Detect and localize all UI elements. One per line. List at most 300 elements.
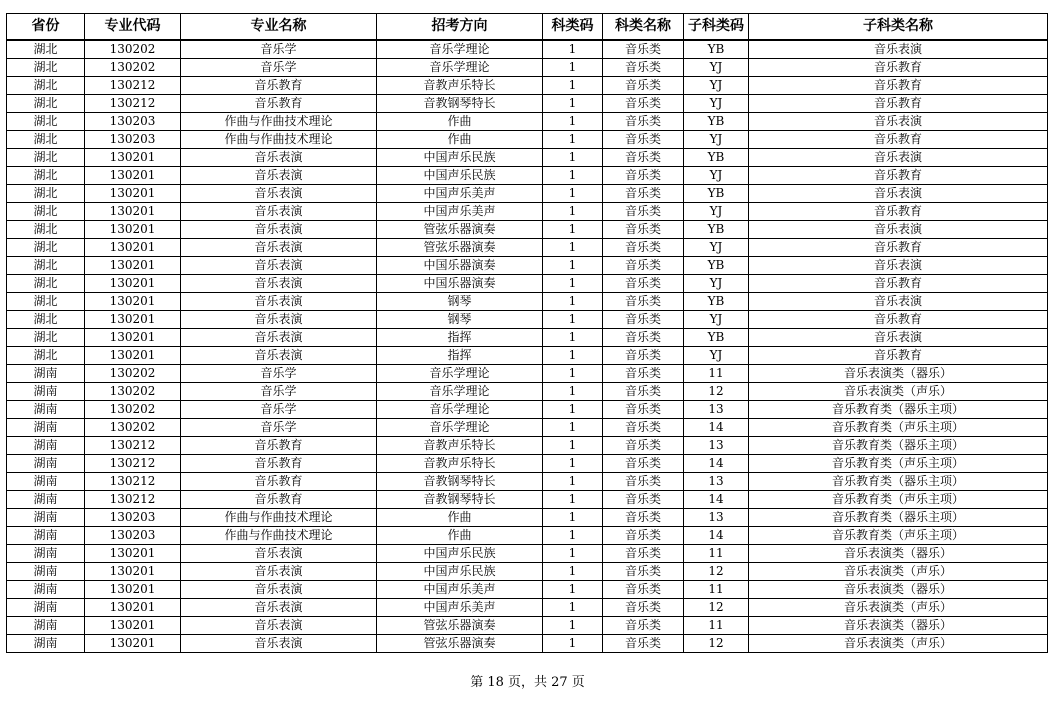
major-code-cell: 130212 (85, 491, 181, 509)
header-subcategory-code: 子科类码 (684, 14, 749, 41)
exam-direction-cell: 中国声乐民族 (377, 149, 543, 167)
category-name-cell: 音乐类 (603, 599, 684, 617)
subcategory-code-cell: YJ (684, 347, 749, 365)
subcategory-name-cell: 音乐表演 (749, 113, 1048, 131)
major-code-cell: 130212 (85, 95, 181, 113)
category-name-cell: 音乐类 (603, 131, 684, 149)
category-code-cell: 1 (543, 347, 603, 365)
major-name-cell: 音乐表演 (181, 167, 377, 185)
subcategory-code-cell: 11 (684, 581, 749, 599)
subcategory-code-cell: 14 (684, 527, 749, 545)
category-code-cell: 1 (543, 545, 603, 563)
category-code-cell: 1 (543, 311, 603, 329)
table-row (7, 167, 1048, 185)
subcategory-name-cell: 音乐教育 (749, 59, 1048, 77)
category-name-cell: 音乐类 (603, 473, 684, 491)
category-name-cell: 音乐类 (603, 113, 684, 131)
category-name-cell: 音乐类 (603, 383, 684, 401)
major-name-cell: 音乐表演 (181, 275, 377, 293)
province-cell: 湖北 (7, 113, 85, 131)
subcategory-code-cell: YB (684, 185, 749, 203)
subcategory-name-cell: 音乐表演类（声乐） (749, 383, 1048, 401)
province-cell: 湖北 (7, 275, 85, 293)
header-province: 省份 (7, 14, 85, 41)
province-cell: 湖南 (7, 419, 85, 437)
province-cell: 湖南 (7, 401, 85, 419)
exam-direction-cell: 指挥 (377, 347, 543, 365)
major-name-cell: 音乐表演 (181, 581, 377, 599)
major-name-cell: 音乐表演 (181, 257, 377, 275)
subcategory-name-cell: 音乐表演类（器乐） (749, 545, 1048, 563)
table-row (7, 419, 1048, 437)
table-row (7, 617, 1048, 635)
major-code-cell: 130212 (85, 437, 181, 455)
major-code-cell: 130201 (85, 635, 181, 653)
exam-direction-cell: 中国声乐民族 (377, 563, 543, 581)
category-code-cell: 1 (543, 77, 603, 95)
major-code-cell: 130201 (85, 581, 181, 599)
subcategory-name-cell: 音乐教育类（器乐主项） (749, 437, 1048, 455)
table-row (7, 257, 1048, 275)
major-code-cell: 130201 (85, 275, 181, 293)
table-row (7, 437, 1048, 455)
header-subcategory-name: 子科类名称 (749, 14, 1048, 41)
major-code-cell: 130201 (85, 185, 181, 203)
major-code-cell: 130202 (85, 383, 181, 401)
header-major-name: 专业名称 (181, 14, 377, 41)
subcategory-code-cell: YB (684, 40, 749, 59)
major-code-cell: 130201 (85, 167, 181, 185)
province-cell: 湖北 (7, 239, 85, 257)
table-row (7, 77, 1048, 95)
major-name-cell: 音乐表演 (181, 203, 377, 221)
subcategory-code-cell: YB (684, 329, 749, 347)
table-row (7, 311, 1048, 329)
major-name-cell: 音乐教育 (181, 473, 377, 491)
major-code-cell: 130201 (85, 563, 181, 581)
exam-direction-cell: 音教声乐特长 (377, 77, 543, 95)
province-cell: 湖南 (7, 617, 85, 635)
subcategory-name-cell: 音乐教育 (749, 95, 1048, 113)
table-row (7, 563, 1048, 581)
province-cell: 湖南 (7, 563, 85, 581)
province-cell: 湖北 (7, 95, 85, 113)
category-name-cell: 音乐类 (603, 203, 684, 221)
subcategory-code-cell: YJ (684, 167, 749, 185)
major-name-cell: 作曲与作曲技术理论 (181, 113, 377, 131)
major-code-cell: 130201 (85, 149, 181, 167)
exam-direction-cell: 钢琴 (377, 311, 543, 329)
subcategory-name-cell: 音乐教育类（器乐主项） (749, 401, 1048, 419)
category-name-cell: 音乐类 (603, 491, 684, 509)
major-code-cell: 130202 (85, 40, 181, 59)
province-cell: 湖南 (7, 545, 85, 563)
subcategory-code-cell: 12 (684, 635, 749, 653)
province-cell: 湖南 (7, 527, 85, 545)
subcategory-code-cell: YB (684, 149, 749, 167)
table-body (7, 40, 1048, 653)
subcategory-name-cell: 音乐表演 (749, 293, 1048, 311)
major-code-cell: 130201 (85, 311, 181, 329)
category-name-cell: 音乐类 (603, 59, 684, 77)
table-row (7, 293, 1048, 311)
category-code-cell: 1 (543, 599, 603, 617)
subcategory-code-cell: YJ (684, 239, 749, 257)
category-code-cell: 1 (543, 203, 603, 221)
major-code-cell: 130202 (85, 59, 181, 77)
category-name-cell: 音乐类 (603, 545, 684, 563)
subcategory-code-cell: YB (684, 113, 749, 131)
table-row (7, 59, 1048, 77)
subcategory-name-cell: 音乐教育 (749, 167, 1048, 185)
subcategory-name-cell: 音乐教育 (749, 239, 1048, 257)
major-code-cell: 130201 (85, 347, 181, 365)
subcategory-code-cell: 14 (684, 491, 749, 509)
subcategory-name-cell: 音乐教育 (749, 203, 1048, 221)
subcategory-name-cell: 音乐表演 (749, 329, 1048, 347)
category-code-cell: 1 (543, 455, 603, 473)
major-code-cell: 130201 (85, 293, 181, 311)
category-name-cell: 音乐类 (603, 347, 684, 365)
category-code-cell: 1 (543, 365, 603, 383)
subcategory-name-cell: 音乐表演 (749, 149, 1048, 167)
subcategory-code-cell: 14 (684, 455, 749, 473)
exam-direction-cell: 中国声乐民族 (377, 545, 543, 563)
exam-direction-cell: 音乐学理论 (377, 40, 543, 59)
province-cell: 湖南 (7, 581, 85, 599)
category-name-cell: 音乐类 (603, 437, 684, 455)
major-name-cell: 音乐表演 (181, 635, 377, 653)
subcategory-code-cell: 13 (684, 401, 749, 419)
subcategory-name-cell: 音乐教育类（器乐主项） (749, 473, 1048, 491)
table-row (7, 131, 1048, 149)
exam-direction-cell: 作曲 (377, 509, 543, 527)
major-code-cell: 130201 (85, 203, 181, 221)
major-name-cell: 音乐表演 (181, 347, 377, 365)
major-name-cell: 作曲与作曲技术理论 (181, 131, 377, 149)
subcategory-code-cell: 11 (684, 545, 749, 563)
exam-direction-cell: 管弦乐器演奏 (377, 221, 543, 239)
category-code-cell: 1 (543, 581, 603, 599)
major-code-cell: 130203 (85, 131, 181, 149)
major-name-cell: 音乐学 (181, 59, 377, 77)
category-code-cell: 1 (543, 617, 603, 635)
province-cell: 湖北 (7, 167, 85, 185)
major-code-cell: 130212 (85, 455, 181, 473)
exam-direction-cell: 中国乐器演奏 (377, 275, 543, 293)
category-name-cell: 音乐类 (603, 221, 684, 239)
subcategory-code-cell: YB (684, 257, 749, 275)
province-cell: 湖北 (7, 311, 85, 329)
category-code-cell: 1 (543, 329, 603, 347)
category-name-cell: 音乐类 (603, 275, 684, 293)
major-name-cell: 音乐表演 (181, 239, 377, 257)
province-cell: 湖北 (7, 77, 85, 95)
exam-direction-cell: 钢琴 (377, 293, 543, 311)
table-row (7, 635, 1048, 653)
exam-direction-cell: 管弦乐器演奏 (377, 617, 543, 635)
subcategory-code-cell: 13 (684, 437, 749, 455)
subcategory-name-cell: 音乐教育类（器乐主项） (749, 509, 1048, 527)
category-name-cell: 音乐类 (603, 95, 684, 113)
major-code-cell: 130212 (85, 77, 181, 95)
major-code-cell: 130202 (85, 365, 181, 383)
subcategory-code-cell: 14 (684, 419, 749, 437)
category-name-cell: 音乐类 (603, 563, 684, 581)
major-code-cell: 130201 (85, 599, 181, 617)
subcategory-name-cell: 音乐教育类（声乐主项） (749, 419, 1048, 437)
category-name-cell: 音乐类 (603, 311, 684, 329)
subcategory-name-cell: 音乐表演类（器乐） (749, 365, 1048, 383)
major-code-cell: 130203 (85, 527, 181, 545)
admissions-table (6, 13, 1048, 653)
page-number: 第 18 页，共 27 页 (470, 675, 585, 690)
category-code-cell: 1 (543, 383, 603, 401)
category-name-cell: 音乐类 (603, 293, 684, 311)
exam-direction-cell: 音教钢琴特长 (377, 473, 543, 491)
subcategory-code-cell: 12 (684, 383, 749, 401)
major-name-cell: 音乐学 (181, 383, 377, 401)
subcategory-name-cell: 音乐表演类（声乐） (749, 635, 1048, 653)
table-row (7, 185, 1048, 203)
exam-direction-cell: 中国声乐民族 (377, 167, 543, 185)
table-row (7, 203, 1048, 221)
subcategory-code-cell: 11 (684, 617, 749, 635)
header-major-code: 专业代码 (85, 14, 181, 41)
table-row (7, 455, 1048, 473)
subcategory-code-cell: YJ (684, 59, 749, 77)
exam-direction-cell: 中国声乐美声 (377, 599, 543, 617)
category-code-cell: 1 (543, 113, 603, 131)
province-cell: 湖北 (7, 293, 85, 311)
table-row (7, 527, 1048, 545)
province-cell: 湖南 (7, 365, 85, 383)
major-name-cell: 音乐表演 (181, 563, 377, 581)
exam-direction-cell: 音乐学理论 (377, 401, 543, 419)
subcategory-code-cell: 12 (684, 599, 749, 617)
category-name-cell: 音乐类 (603, 329, 684, 347)
major-name-cell: 音乐表演 (181, 149, 377, 167)
category-code-cell: 1 (543, 95, 603, 113)
major-name-cell: 音乐学 (181, 419, 377, 437)
data-sheet (6, 13, 1047, 653)
province-cell: 湖南 (7, 473, 85, 491)
category-code-cell: 1 (543, 509, 603, 527)
major-name-cell: 音乐表演 (181, 185, 377, 203)
subcategory-name-cell: 音乐表演 (749, 40, 1048, 59)
header-row (7, 14, 1048, 41)
category-name-cell: 音乐类 (603, 149, 684, 167)
major-code-cell: 130201 (85, 239, 181, 257)
province-cell: 湖北 (7, 40, 85, 59)
major-name-cell: 音乐学 (181, 40, 377, 59)
subcategory-code-cell: YJ (684, 95, 749, 113)
province-cell: 湖北 (7, 185, 85, 203)
category-name-cell: 音乐类 (603, 527, 684, 545)
category-code-cell: 1 (543, 635, 603, 653)
subcategory-code-cell: YB (684, 221, 749, 239)
table-row (7, 545, 1048, 563)
category-code-cell: 1 (543, 185, 603, 203)
category-name-cell: 音乐类 (603, 77, 684, 95)
subcategory-name-cell: 音乐教育 (749, 275, 1048, 293)
province-cell: 湖南 (7, 455, 85, 473)
subcategory-name-cell: 音乐教育 (749, 131, 1048, 149)
category-code-cell: 1 (543, 473, 603, 491)
major-code-cell: 130202 (85, 401, 181, 419)
table-row (7, 347, 1048, 365)
table-row (7, 401, 1048, 419)
table-row (7, 95, 1048, 113)
exam-direction-cell: 音教声乐特长 (377, 455, 543, 473)
exam-direction-cell: 作曲 (377, 113, 543, 131)
exam-direction-cell: 音教声乐特长 (377, 437, 543, 455)
major-code-cell: 130201 (85, 221, 181, 239)
subcategory-code-cell: 13 (684, 509, 749, 527)
table-row (7, 473, 1048, 491)
province-cell: 湖北 (7, 257, 85, 275)
province-cell: 湖北 (7, 149, 85, 167)
category-name-cell: 音乐类 (603, 239, 684, 257)
major-name-cell: 音乐教育 (181, 455, 377, 473)
major-name-cell: 作曲与作曲技术理论 (181, 509, 377, 527)
subcategory-name-cell: 音乐表演 (749, 185, 1048, 203)
major-name-cell: 音乐表演 (181, 617, 377, 635)
exam-direction-cell: 中国声乐美声 (377, 203, 543, 221)
major-name-cell: 音乐表演 (181, 545, 377, 563)
exam-direction-cell: 音教钢琴特长 (377, 95, 543, 113)
table-row (7, 40, 1048, 59)
exam-direction-cell: 音乐学理论 (377, 365, 543, 383)
subcategory-code-cell: YJ (684, 311, 749, 329)
exam-direction-cell: 音教钢琴特长 (377, 491, 543, 509)
category-code-cell: 1 (543, 437, 603, 455)
table-row (7, 581, 1048, 599)
category-code-cell: 1 (543, 527, 603, 545)
category-name-cell: 音乐类 (603, 635, 684, 653)
table-row (7, 365, 1048, 383)
subcategory-code-cell: YJ (684, 203, 749, 221)
table-row (7, 239, 1048, 257)
table-row (7, 275, 1048, 293)
major-code-cell: 130212 (85, 473, 181, 491)
category-code-cell: 1 (543, 221, 603, 239)
header-category-name: 科类名称 (603, 14, 684, 41)
table-row (7, 491, 1048, 509)
exam-direction-cell: 管弦乐器演奏 (377, 635, 543, 653)
major-code-cell: 130202 (85, 419, 181, 437)
subcategory-name-cell: 音乐教育类（声乐主项） (749, 527, 1048, 545)
header-exam-direction: 招考方向 (377, 14, 543, 41)
major-name-cell: 音乐教育 (181, 77, 377, 95)
province-cell: 湖南 (7, 635, 85, 653)
subcategory-name-cell: 音乐表演类（器乐） (749, 581, 1048, 599)
exam-direction-cell: 中国声乐美声 (377, 581, 543, 599)
major-name-cell: 音乐教育 (181, 491, 377, 509)
province-cell: 湖南 (7, 599, 85, 617)
category-code-cell: 1 (543, 419, 603, 437)
subcategory-code-cell: 12 (684, 563, 749, 581)
subcategory-name-cell: 音乐表演 (749, 257, 1048, 275)
subcategory-code-cell: YJ (684, 131, 749, 149)
major-code-cell: 130203 (85, 113, 181, 131)
table-row (7, 599, 1048, 617)
major-code-cell: 130203 (85, 509, 181, 527)
province-cell: 湖南 (7, 509, 85, 527)
subcategory-name-cell: 音乐表演 (749, 221, 1048, 239)
exam-direction-cell: 作曲 (377, 131, 543, 149)
category-name-cell: 音乐类 (603, 581, 684, 599)
category-name-cell: 音乐类 (603, 617, 684, 635)
exam-direction-cell: 音乐学理论 (377, 419, 543, 437)
major-name-cell: 音乐表演 (181, 311, 377, 329)
category-code-cell: 1 (543, 167, 603, 185)
major-code-cell: 130201 (85, 545, 181, 563)
major-name-cell: 音乐表演 (181, 329, 377, 347)
province-cell: 湖北 (7, 59, 85, 77)
major-name-cell: 音乐学 (181, 365, 377, 383)
category-name-cell: 音乐类 (603, 401, 684, 419)
exam-direction-cell: 音乐学理论 (377, 59, 543, 77)
table-row (7, 383, 1048, 401)
exam-direction-cell: 中国声乐美声 (377, 185, 543, 203)
province-cell: 湖南 (7, 437, 85, 455)
province-cell: 湖北 (7, 221, 85, 239)
exam-direction-cell: 中国乐器演奏 (377, 257, 543, 275)
category-code-cell: 1 (543, 275, 603, 293)
exam-direction-cell: 作曲 (377, 527, 543, 545)
table-row (7, 329, 1048, 347)
major-name-cell: 音乐表演 (181, 293, 377, 311)
category-code-cell: 1 (543, 131, 603, 149)
major-name-cell: 作曲与作曲技术理论 (181, 527, 377, 545)
category-code-cell: 1 (543, 563, 603, 581)
category-code-cell: 1 (543, 59, 603, 77)
subcategory-name-cell: 音乐教育 (749, 77, 1048, 95)
major-name-cell: 音乐表演 (181, 599, 377, 617)
subcategory-name-cell: 音乐表演类（器乐） (749, 617, 1048, 635)
major-code-cell: 130201 (85, 617, 181, 635)
province-cell: 湖北 (7, 347, 85, 365)
subcategory-code-cell: YJ (684, 77, 749, 95)
subcategory-name-cell: 音乐表演类（声乐） (749, 599, 1048, 617)
subcategory-name-cell: 音乐教育 (749, 347, 1048, 365)
category-name-cell: 音乐类 (603, 365, 684, 383)
exam-direction-cell: 音乐学理论 (377, 383, 543, 401)
subcategory-code-cell: 13 (684, 473, 749, 491)
category-code-cell: 1 (543, 40, 603, 59)
category-name-cell: 音乐类 (603, 419, 684, 437)
table-row (7, 113, 1048, 131)
category-code-cell: 1 (543, 239, 603, 257)
table-row (7, 221, 1048, 239)
major-name-cell: 音乐教育 (181, 95, 377, 113)
subcategory-name-cell: 音乐教育 (749, 311, 1048, 329)
major-name-cell: 音乐教育 (181, 437, 377, 455)
category-name-cell: 音乐类 (603, 167, 684, 185)
province-cell: 湖南 (7, 383, 85, 401)
major-name-cell: 音乐表演 (181, 221, 377, 239)
category-name-cell: 音乐类 (603, 185, 684, 203)
province-cell: 湖南 (7, 491, 85, 509)
category-code-cell: 1 (543, 491, 603, 509)
category-name-cell: 音乐类 (603, 40, 684, 59)
header-category-code: 科类码 (543, 14, 603, 41)
province-cell: 湖北 (7, 131, 85, 149)
major-code-cell: 130201 (85, 329, 181, 347)
major-name-cell: 音乐学 (181, 401, 377, 419)
subcategory-name-cell: 音乐教育类（声乐主项） (749, 455, 1048, 473)
